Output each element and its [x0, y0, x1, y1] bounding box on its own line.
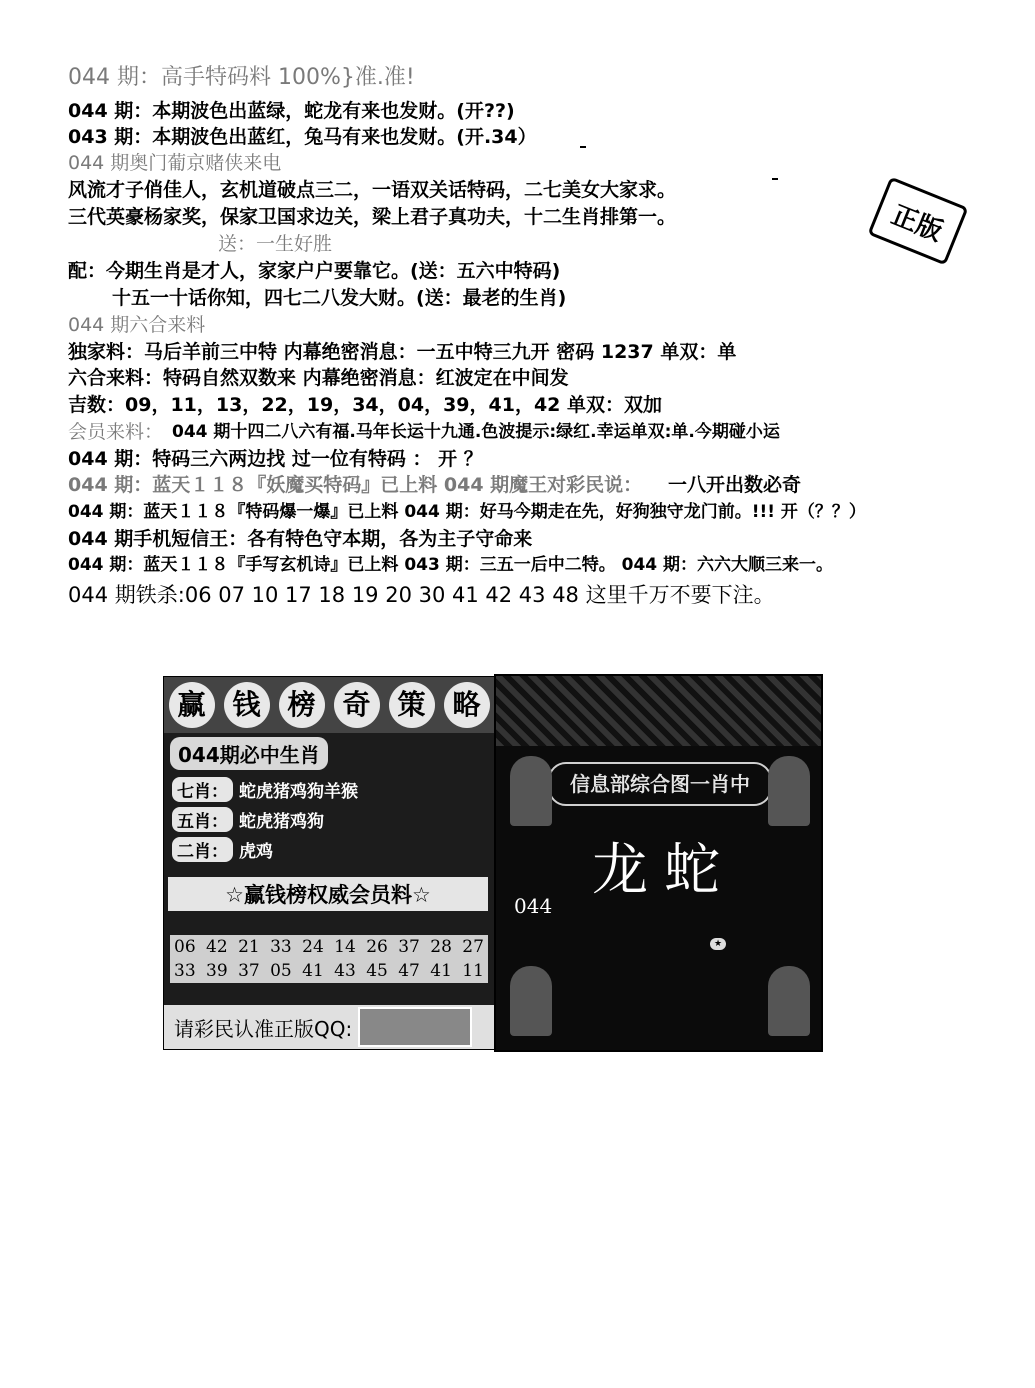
portrait: [768, 966, 810, 1036]
pick-label: 七肖：: [172, 777, 233, 802]
iron-kill-line: 044 期铁杀:06 07 10 17 18 19 20 30 41 42 43 48 这里千万不要下注。: [68, 583, 775, 607]
number-cell: 37: [238, 961, 260, 981]
portrait: [510, 756, 552, 826]
section-macau-call: 044 期奥门葡京赌侠来电: [68, 152, 282, 174]
portrait: [510, 966, 552, 1036]
qq-label: 请彩民认准正版QQ:: [174, 1016, 353, 1041]
number-cell: 33: [174, 961, 196, 981]
pick-label: 二肖：: [172, 837, 233, 862]
info-dept-title: 信息部综合图一肖中: [548, 762, 772, 806]
banner-char: 赢: [169, 682, 215, 728]
number-cell: 43: [334, 961, 356, 981]
small-badge: ★: [710, 938, 726, 950]
line-043-wave-color: 043 期：本期波色出蓝红，兔马有来也发财。(开.34）: [68, 126, 537, 148]
sky-118-line-1: 044 期：蓝天１１８『妖魔买特码』已上料 044 期魔王对彩民说：: [68, 474, 643, 496]
number-cell: 42: [206, 937, 228, 957]
portrait: [768, 756, 810, 826]
section-liuhe: 044 期六合来料: [68, 314, 206, 336]
member-label: 会员来料：: [68, 421, 164, 443]
number-row: [170, 935, 488, 959]
number-grid: [170, 935, 488, 983]
pick-value: 蛇虎猪鸡狗羊猴: [239, 782, 358, 802]
pick-label: 五肖：: [172, 807, 233, 832]
number-cell: 26: [366, 937, 388, 957]
lucky-numbers-line: 吉数：09，11，13，22，19，34，04，39，41，42 单双：双加: [68, 394, 663, 416]
number-cell: 37: [398, 937, 420, 957]
number-cell: 06: [174, 937, 196, 957]
banner-char: 榜: [279, 682, 325, 728]
number-row: [170, 959, 488, 983]
banner: [164, 677, 494, 733]
pick-value: 虎鸡: [239, 842, 273, 862]
sky-118-line-2: 044 期：蓝天１１８『特码爆一爆』已上料 044 期：好马今期走在先，好狗独守龙门前。!!! 开（？？）: [68, 502, 866, 522]
poem-line-2: 三代英豪杨家奖，保家卫国求边关，梁上君子真功夫，十二生肖排第一。: [68, 206, 677, 228]
headline-issue-044: 044 期：高手特码料 100%}准.准!: [68, 65, 415, 90]
pick-five: [172, 807, 324, 832]
number-cell: 21: [238, 937, 260, 957]
number-cell: 11: [462, 961, 484, 981]
member-banner: ☆赢钱榜权威会员料☆: [168, 877, 488, 911]
number-cell: 41: [302, 961, 324, 981]
demon-king-saying: 一八开出数必奇: [668, 474, 802, 496]
authentic-stamp: 正版: [867, 177, 968, 266]
sms-king-line: 044 期手机短信王：各有特色守本期，各为主子守命来: [68, 528, 533, 550]
banner-char: 策: [389, 682, 435, 728]
member-line: 044 期十四二八六有福.马年长运十九通.色波提示:绿红.幸运单双:单.今期碰小运: [172, 422, 780, 442]
poem-line-1: 风流才子俏佳人，玄机道破点三二，一语双关话特码，二七美女大家求。: [68, 179, 677, 201]
strategy-ad-image: [163, 676, 495, 1050]
poem-gift: 送：一生好胜: [218, 233, 333, 255]
stray-mark: [580, 146, 586, 148]
stray-mark: [772, 178, 778, 180]
issue-number: 044: [514, 894, 553, 918]
number-cell: 33: [270, 937, 292, 957]
pairing-line-1: 配：今期生肖是才人，家家户户要靠它。(送：五六中特码): [68, 260, 561, 282]
zodiac-main: 龙蛇: [592, 838, 736, 903]
fireworks-banner: [496, 676, 821, 746]
number-cell: 27: [462, 937, 484, 957]
liuhe-line: 六合来料：特码自然双数来 内幕绝密消息：红波定在中间发: [68, 367, 569, 389]
sky-118-line-3: 044 期：蓝天１１８『手写玄机诗』已上料 043 期：三五一后中二特。 044 期：六六大顺三来一。: [68, 555, 834, 575]
number-cell: 45: [366, 961, 388, 981]
number-cell: 28: [430, 937, 452, 957]
qq-footer: [164, 1005, 494, 1049]
banner-char: 奇: [334, 682, 380, 728]
banner-char: 钱: [224, 682, 270, 728]
number-cell: 47: [398, 961, 420, 981]
must-win-title: 044期必中生肖: [170, 737, 328, 770]
number-cell: 24: [302, 937, 324, 957]
number-cell: 41: [430, 961, 452, 981]
number-cell: 39: [206, 961, 228, 981]
line-044-wave-color: 044 期：本期波色出蓝绿，蛇龙有来也发财。(开??): [68, 100, 515, 122]
banner-char: 略: [444, 682, 490, 728]
qq-redacted-box: [358, 1007, 472, 1047]
special-code-line: 044 期：特码三六两边找 过一位有特码 ： 开 ？: [68, 448, 483, 470]
exclusive-line: 独家料：马后羊前三中特 内幕绝密消息：一五中特三九开 密码 1237 单双：单: [68, 341, 737, 363]
pairing-line-2: 十五一十话你知，四七二八发大财。(送：最老的生肖): [112, 287, 567, 309]
pick-value: 蛇虎猪鸡狗: [239, 812, 324, 832]
pick-two: [172, 837, 273, 862]
info-dept-image: [494, 674, 823, 1052]
pick-seven: [172, 777, 358, 802]
number-cell: 05: [270, 961, 292, 981]
number-cell: 14: [334, 937, 356, 957]
